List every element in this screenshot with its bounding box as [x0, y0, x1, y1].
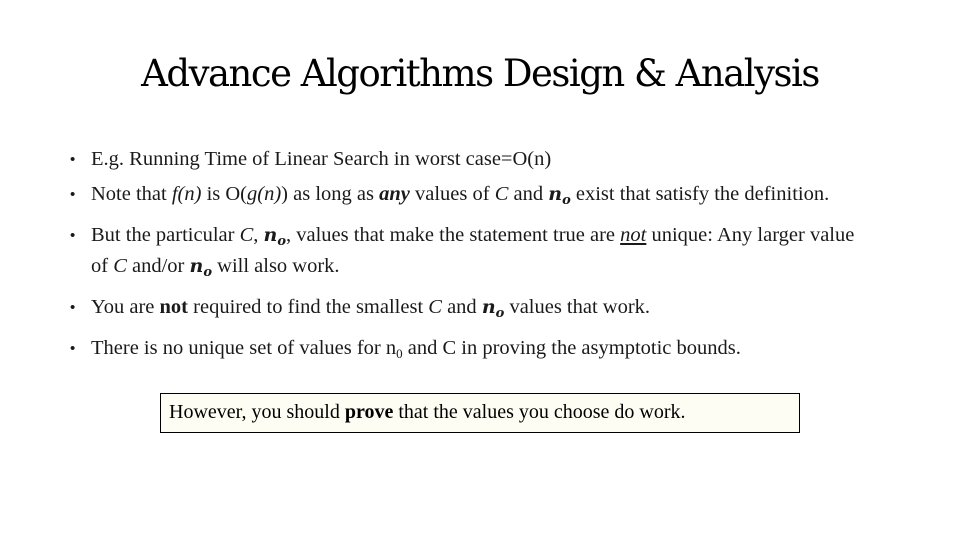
bullet-text: E.g. Running Time of Linear Search in worst case=O(n): [91, 148, 552, 170]
math-n-subscript: o: [277, 234, 287, 249]
bullet-text: and: [441, 296, 482, 318]
math-n: n: [189, 255, 204, 277]
bullet-text: and/or: [126, 255, 190, 277]
bullet-text: ,: [253, 224, 264, 246]
bullet-text: You are: [91, 296, 160, 318]
bullet-text: exist that satisfy the definition.: [570, 183, 830, 205]
math-c: C: [113, 255, 127, 277]
box-text: However, you should: [169, 401, 345, 423]
box-text: that the values you choose do work.: [393, 401, 686, 423]
math-c: C: [239, 224, 254, 246]
bullet-text: unique: Any larger value of: [91, 224, 855, 277]
bullet-text: , values that make the statement true are: [286, 224, 621, 246]
bullet-text: values that work.: [504, 296, 651, 318]
slide-title: Advance Algorithms Design & Analysis: [141, 52, 819, 95]
math-n: n: [548, 183, 563, 205]
emphasis-not: not: [159, 296, 189, 318]
bullet-item: [70, 223, 860, 285]
emphasis-not: not: [620, 224, 647, 246]
math-c: C: [428, 296, 442, 318]
bullet-item: [70, 182, 860, 213]
bullet-item: [70, 295, 860, 326]
bullet-text: There is no unique set of values for n: [91, 337, 397, 359]
bullet-list: [70, 147, 860, 376]
math-n: n: [263, 224, 278, 246]
math-fn: f(n): [171, 183, 202, 205]
math-c: C: [494, 183, 509, 205]
bullet-text: is O(: [201, 183, 248, 205]
bullet-text: ) as long as: [281, 183, 380, 205]
math-n: n: [481, 296, 496, 318]
bullet-text: will also work.: [212, 255, 340, 277]
emphasis-any: any: [379, 183, 410, 205]
bullet-item: [70, 147, 860, 172]
math-gn: g(n): [247, 183, 282, 205]
bullet-text: Note that: [91, 183, 172, 205]
subscript-zero: 0: [396, 346, 403, 361]
bullet-text: and: [508, 183, 549, 205]
math-n-subscript: o: [203, 265, 213, 280]
bullet-text: and C in proving the asymptotic bounds.: [402, 337, 741, 359]
bullet-text: But the particular: [91, 224, 240, 246]
bullet-text: required to find the smallest: [188, 296, 429, 318]
highlight-box: [160, 393, 800, 433]
math-n-subscript: o: [495, 306, 505, 321]
bullet-text: values of: [409, 183, 495, 205]
bullet-item: [70, 336, 860, 366]
math-n-subscript: o: [562, 193, 571, 208]
emphasis-prove: prove: [344, 401, 394, 423]
